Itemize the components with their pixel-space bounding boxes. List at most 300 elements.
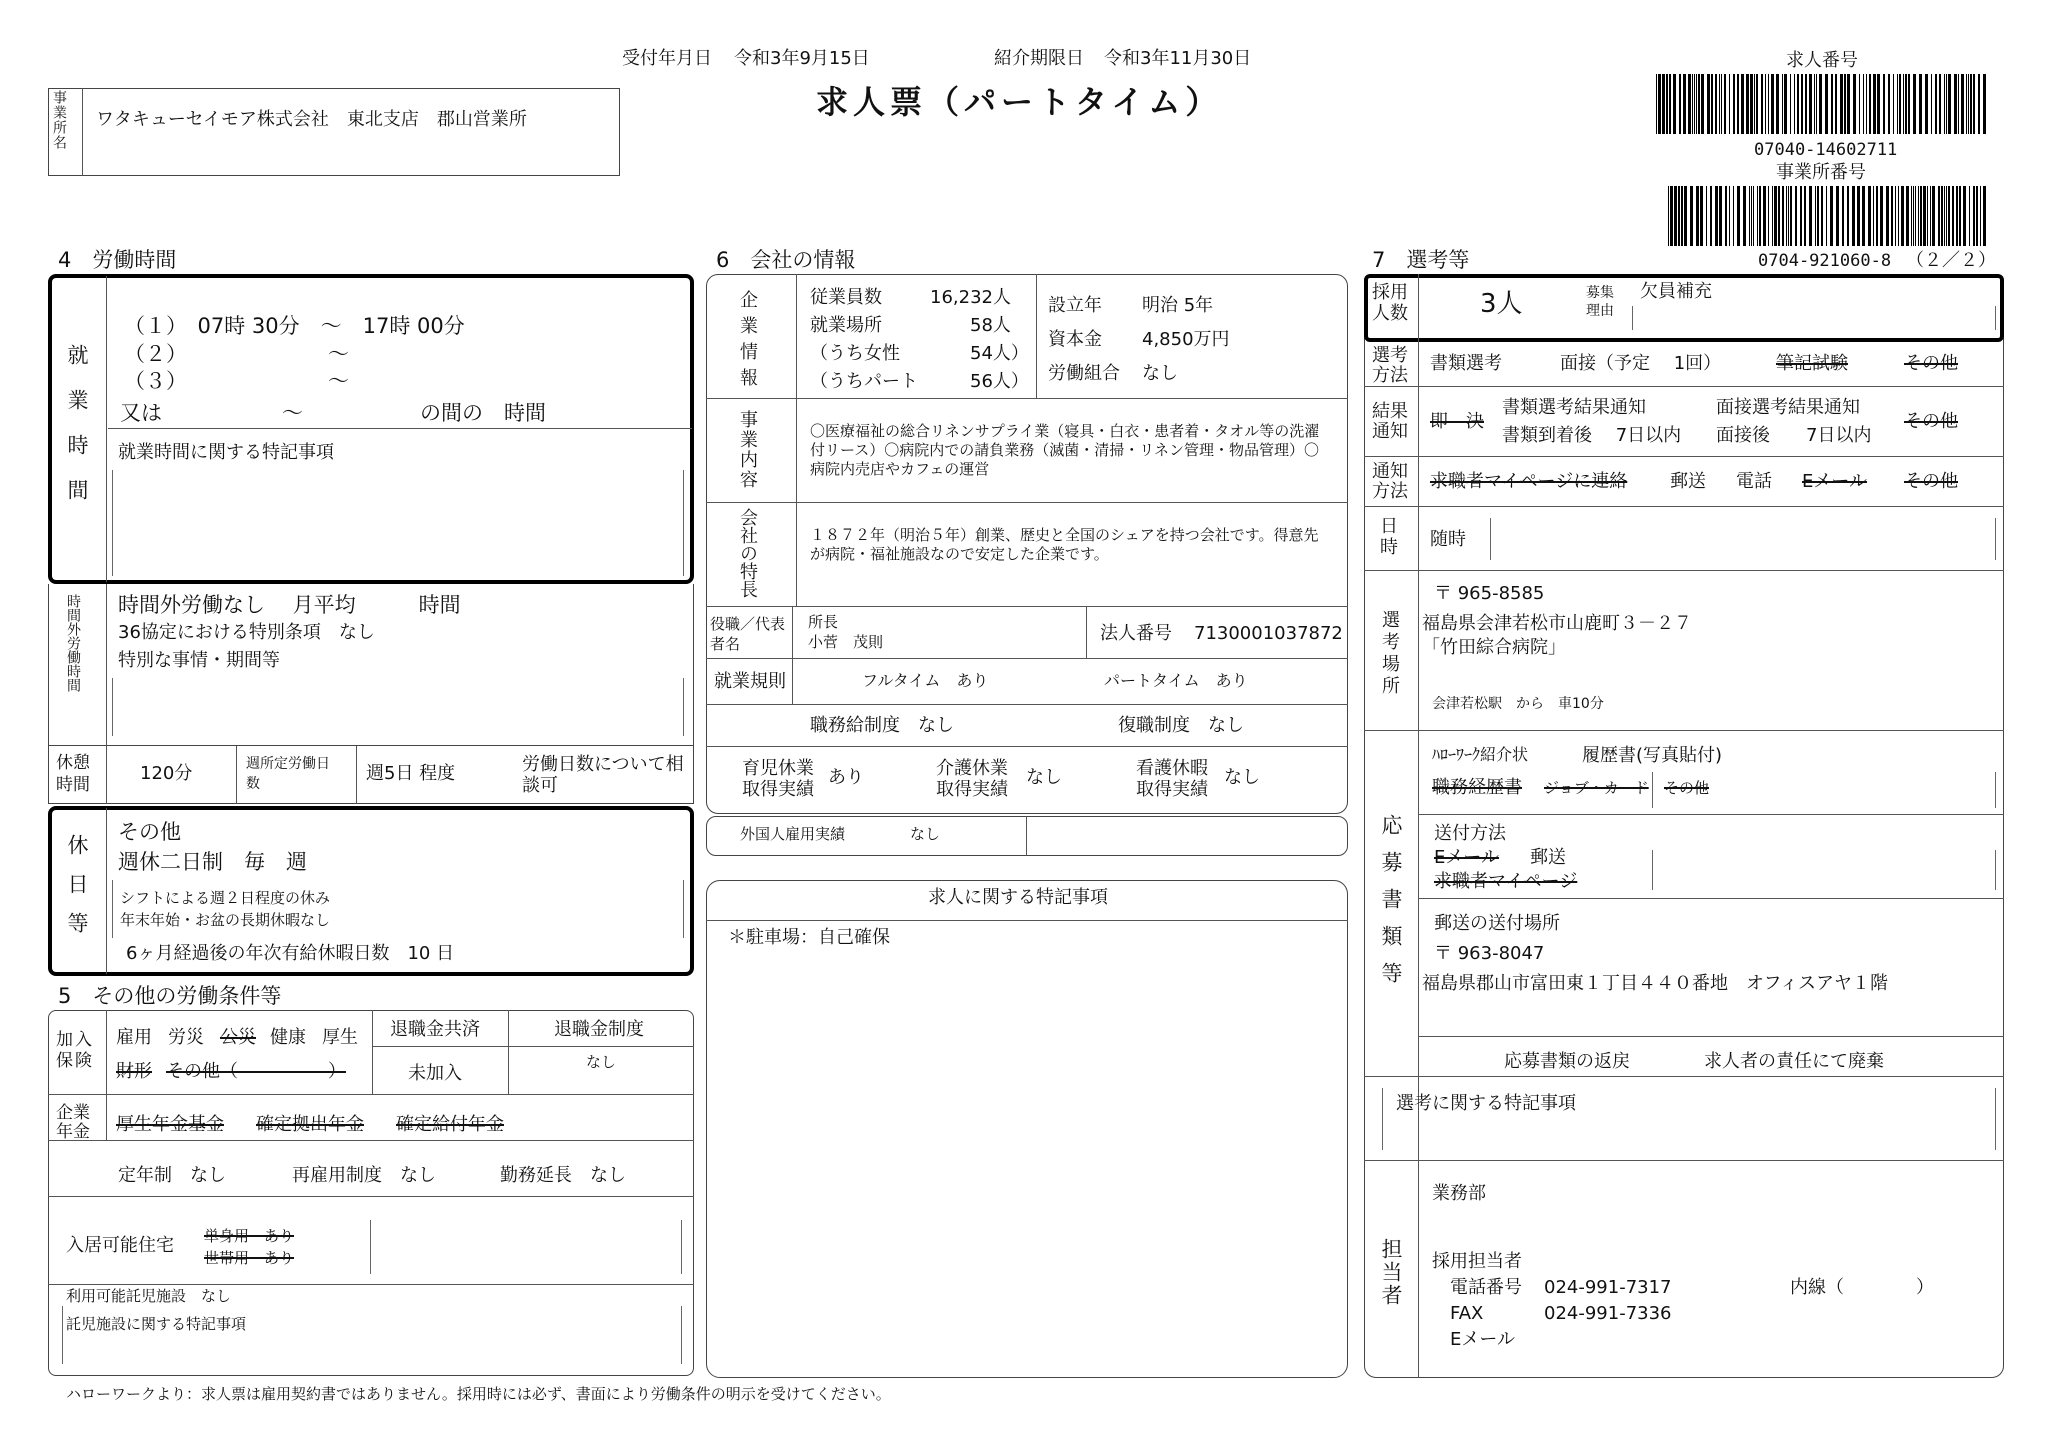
barcode-bar xyxy=(1819,74,1822,134)
employees-label: 従業員数 xyxy=(810,287,882,308)
barcode-bar xyxy=(1868,186,1871,246)
barcode-bar xyxy=(1800,186,1802,246)
barcode-bar xyxy=(1814,74,1815,134)
office-no-label: 事業所番号 xyxy=(1776,162,1866,183)
barcode-bar xyxy=(1666,74,1668,134)
ins-koyo: 雇用 xyxy=(116,1027,152,1048)
barcode-bar xyxy=(1715,74,1717,134)
employees: 16,232人 xyxy=(930,287,1011,308)
barcode-bar xyxy=(1959,186,1961,246)
childcare-notes-field xyxy=(62,1306,682,1364)
overtime-line: 時間外労働なし 月平均 時間 xyxy=(118,593,461,617)
barcode-bar xyxy=(1710,186,1712,246)
barcode-bar xyxy=(1973,74,1975,134)
barcode-bar xyxy=(1869,74,1871,134)
notify-phone: 電話 xyxy=(1736,471,1772,492)
shift-2-tilde: ～ xyxy=(328,342,349,366)
barcode-bar xyxy=(1941,186,1943,246)
barcode-bar xyxy=(1857,186,1860,246)
childcare: 利用可能託児施設 なし xyxy=(66,1287,232,1305)
barcode-bar xyxy=(1797,74,1799,134)
taishoku-kyosai-label: 退職金共済 xyxy=(390,1019,480,1040)
union-label: 労働組合 xyxy=(1048,363,1120,384)
ins-kosei: 厚生 xyxy=(322,1027,358,1048)
barcode-bar xyxy=(1956,186,1958,246)
barcode-bar xyxy=(1844,74,1846,134)
ikuji: あり xyxy=(828,767,864,788)
taishoku-seido-label: 退職金制度 xyxy=(554,1019,644,1040)
weekly-days-label: 週所定労働日数 xyxy=(246,756,330,792)
contact-email-label: Eメール xyxy=(1450,1329,1516,1350)
office-name: ワタキューセイモア株式会社 東北支店 郡山営業所 xyxy=(96,109,527,130)
barcode-bar xyxy=(1678,186,1680,246)
barcode-bar xyxy=(1759,186,1761,246)
barcode-bar xyxy=(1754,74,1755,134)
barcode-bar xyxy=(1763,186,1766,246)
send-email: Eメール xyxy=(1434,847,1500,868)
barcode-bar xyxy=(1700,186,1703,246)
barcode-bar xyxy=(1930,186,1931,246)
docs-field xyxy=(1652,772,1996,808)
barcode-bar xyxy=(1899,74,1901,134)
place-station: 会津若松駅 から 車10分 xyxy=(1432,696,1604,712)
barcode-bar xyxy=(1866,74,1867,134)
foreign: なし xyxy=(910,825,941,843)
date-field xyxy=(1490,518,1996,560)
barcode-bar xyxy=(1778,186,1780,246)
capital: 4,850万円 xyxy=(1142,329,1230,350)
barcode-bar xyxy=(1817,186,1819,246)
childcare-notes-label: 託児施設に関する特記事項 xyxy=(66,1315,247,1333)
barcode-bar xyxy=(1821,186,1823,246)
special-notes-box xyxy=(706,880,1348,1378)
send-mypage: 求職者マイページ xyxy=(1434,871,1578,892)
notify-email: Eメール xyxy=(1802,471,1868,492)
deadline-label: 紹介期限日 xyxy=(994,48,1084,69)
barcode-bar xyxy=(1768,186,1769,246)
barcode-bar xyxy=(1765,74,1766,134)
barcode-bar xyxy=(1756,74,1758,134)
nenkin-label: 企業年金 xyxy=(56,1103,90,1142)
barcode-bar xyxy=(1684,186,1687,246)
barcode-bar xyxy=(1790,186,1792,246)
barcode-bar xyxy=(1719,186,1722,246)
barcode-bar xyxy=(1690,186,1693,246)
rules-part: パートタイム あり xyxy=(1104,671,1248,690)
taishoku-seido-value: なし xyxy=(586,1053,617,1071)
corp-no: 7130001037872 xyxy=(1194,623,1343,644)
nenkin-1: 厚生年金基金 xyxy=(116,1114,224,1135)
insurance-label: 加入保険 xyxy=(56,1030,94,1071)
office-number: 0704-921060-8 xyxy=(1758,251,1892,271)
saikoyo: 再雇用制度 なし xyxy=(292,1165,436,1186)
barcode-bar xyxy=(1901,186,1904,246)
rules-label: 就業規則 xyxy=(714,671,786,692)
barcode-bar xyxy=(1670,186,1673,246)
barcode-bar xyxy=(1918,186,1919,246)
barcode-bar xyxy=(1656,74,1657,134)
holiday-type: その他 xyxy=(118,820,181,844)
footer-note: ハローワークより：求人票は雇用契約書ではありません。採用時には必ず、書面により労働条件の明示を受けてください。 xyxy=(66,1385,891,1403)
barcode-bar xyxy=(1968,74,1969,134)
barcode-bar xyxy=(1733,186,1734,246)
part-count: 56人） xyxy=(970,371,1029,392)
notify-other: その他 xyxy=(1904,471,1958,492)
barcode-bar xyxy=(1847,74,1850,134)
barcode-bar xyxy=(1741,74,1744,134)
page-title: 求人票（パートタイム） xyxy=(816,83,1223,121)
barcode-bar xyxy=(1786,186,1787,246)
feature-label: 会社の特長 xyxy=(737,508,758,598)
barcode-bar xyxy=(1815,186,1816,246)
housing-notes-field xyxy=(370,1220,682,1274)
barcode-bar xyxy=(1701,74,1704,134)
barcode-bar xyxy=(1788,186,1789,246)
barcode-bar xyxy=(1790,74,1791,134)
barcode-bar xyxy=(1805,74,1807,134)
contact-dept: 業務部 xyxy=(1432,1183,1486,1204)
docs-label: 応募書類等 xyxy=(1379,814,1403,999)
barcode-bar xyxy=(1915,186,1916,246)
barcode-bar xyxy=(1853,74,1856,134)
hire-label: 採用人数 xyxy=(1372,282,1408,324)
barcode-bar xyxy=(1905,74,1907,134)
overtime-special-field xyxy=(112,678,684,736)
holiday-note-2: 年末年始・お盆の長期休暇なし xyxy=(120,911,331,929)
place-label: 選考場所 xyxy=(1379,610,1400,698)
notify-label: 通知方法 xyxy=(1372,461,1408,502)
barcode-bar xyxy=(1683,74,1686,134)
contact-person: 採用担当者 xyxy=(1432,1251,1522,1272)
overtime-36: 36協定における特別条項 なし xyxy=(118,622,375,643)
barcode-bar xyxy=(1721,74,1722,134)
method-document: 書類選考 xyxy=(1430,353,1502,374)
selection-notes-field xyxy=(1382,1088,1996,1150)
barcode-bar xyxy=(1725,186,1727,246)
housing-family: 世帯用 あり xyxy=(204,1249,295,1267)
barcode-bar xyxy=(1724,74,1726,134)
barcode-bar xyxy=(1863,74,1864,134)
barcode-bar xyxy=(1920,186,1922,246)
barcode-bar xyxy=(1782,74,1783,134)
result-doc-a: 書類選考結果通知 xyxy=(1502,397,1646,418)
reception-date: 令和3年9月15日 xyxy=(734,48,870,69)
job-no-label: 求人番号 xyxy=(1786,50,1858,71)
barcode-bar xyxy=(1847,186,1849,246)
barcode-bar xyxy=(1927,186,1928,246)
nenkin-3: 確定給付年金 xyxy=(396,1114,504,1135)
office-label: 事業所名 xyxy=(51,90,67,150)
mail-label: 郵送の送付場所 xyxy=(1434,913,1560,934)
barcode-bar xyxy=(1898,186,1899,246)
reason-field xyxy=(1632,306,1996,330)
docs-card: ジョブ・カード xyxy=(1544,779,1649,797)
ins-kenko: 健康 xyxy=(270,1027,306,1048)
women-count: 54人） xyxy=(970,343,1029,364)
barcode-bar xyxy=(1852,186,1855,246)
barcode-bar xyxy=(1750,74,1753,134)
barcode-bar xyxy=(1749,186,1750,246)
barcode-bar xyxy=(1911,186,1912,246)
barcode-bar xyxy=(1840,74,1843,134)
capital-label: 資本金 xyxy=(1048,329,1102,350)
barcode-bar xyxy=(1696,74,1697,134)
rules-full: フルタイム あり xyxy=(862,671,989,690)
feature-text: １８７２年（明治５年）創業、歴史と全国のシェアを持つ会社です。得意先が病院・福祉施設なので安定した企業です。 xyxy=(810,526,1319,563)
send-label: 送付方法 xyxy=(1434,823,1506,844)
barcode-bar xyxy=(1737,186,1740,246)
reason: 欠員補充 xyxy=(1640,281,1712,302)
paid-leave: 6ヶ月経過後の年次有給休暇日数 10 日 xyxy=(126,943,455,964)
barcode-bar xyxy=(1751,186,1752,246)
founded: 明治 5年 xyxy=(1142,295,1214,316)
ins-other: その他（ ） xyxy=(166,1061,346,1082)
barcode-bar xyxy=(1794,74,1795,134)
hire-count: 3人 xyxy=(1480,289,1523,319)
ins-rosai: 労災 xyxy=(168,1027,204,1048)
barcode-bar xyxy=(1782,186,1784,246)
place-zip: 〒 965-8585 xyxy=(1434,583,1545,604)
barcode-bar xyxy=(1669,74,1671,134)
barcode-bar xyxy=(1774,186,1777,246)
union: なし xyxy=(1142,363,1178,384)
result-label: 結果通知 xyxy=(1372,401,1408,442)
barcode-bar xyxy=(1681,186,1683,246)
ins-zaikei: 財形 xyxy=(116,1061,152,1082)
holiday-note-1: シフトによる週２日程度の休み xyxy=(120,889,331,907)
barcode-bar xyxy=(1969,186,1970,246)
section7-title: 7 選考等 xyxy=(1372,248,1470,272)
kango-label: 看護休暇取得実績 xyxy=(1136,758,1208,800)
barcode-bar xyxy=(1809,186,1812,246)
place-address: 福島県会津若松市山鹿町３－２７ xyxy=(1422,613,1692,634)
barcode-bar xyxy=(1891,186,1893,246)
barcode-bar xyxy=(1897,74,1898,134)
barcode-bar xyxy=(1913,74,1916,134)
barcode-bar xyxy=(1692,74,1693,134)
barcode-bar xyxy=(1888,74,1890,134)
method-label: 選考方法 xyxy=(1372,345,1408,386)
barcode-bar xyxy=(1830,186,1833,246)
barcode-bar xyxy=(1944,186,1945,246)
work-hours-notes-label: 就業時間に関する特記事項 xyxy=(118,442,334,463)
reception-label: 受付年月日 xyxy=(622,48,712,69)
mail-zip: 〒 963-8047 xyxy=(1434,943,1545,964)
barcode-bar xyxy=(1938,186,1940,246)
barcode-bar xyxy=(1795,186,1797,246)
barcode-bar xyxy=(1983,186,1986,246)
barcode-bar xyxy=(1719,74,1720,134)
reason-label: 募集理由 xyxy=(1586,285,1614,319)
mataha-between: の間の 時間 xyxy=(420,401,546,425)
barcode-bar xyxy=(1729,74,1730,134)
barcode-bar xyxy=(1880,186,1883,246)
shift-2-label: （２） xyxy=(124,342,187,366)
work-hours-notes-field xyxy=(112,470,684,576)
barcode-bar xyxy=(1746,74,1749,134)
date-label: 日時 xyxy=(1380,516,1398,558)
corp-no-label: 法人番号 xyxy=(1100,623,1172,644)
barcode-bar xyxy=(1772,186,1773,246)
barcode-bar xyxy=(1679,74,1681,134)
kaigo: なし xyxy=(1026,767,1062,788)
send-field xyxy=(1652,850,1996,890)
barcode-bar xyxy=(1877,74,1880,134)
barcode-bar xyxy=(1903,74,1904,134)
barcode-bar xyxy=(1919,74,1922,134)
barcode-bar xyxy=(1862,186,1865,246)
result-other: その他 xyxy=(1904,411,1958,432)
selection-notes-label: 選考に関する特記事項 xyxy=(1396,1093,1576,1114)
special-notes-title: 求人に関する特記事項 xyxy=(928,887,1108,908)
method-other: その他 xyxy=(1904,353,1958,374)
barcode-bar xyxy=(1835,74,1837,134)
barcode-bar xyxy=(1737,74,1739,134)
barcode-bar xyxy=(1939,74,1941,134)
barcode-bar xyxy=(1970,74,1972,134)
section6-title: 6 会社の情報 xyxy=(716,248,856,272)
barcode-bar xyxy=(1873,186,1874,246)
barcode-bar xyxy=(1961,74,1964,134)
barcode-bar xyxy=(1883,74,1885,134)
docs-other: その他 xyxy=(1664,779,1710,797)
business-text: 〇医療福祉の総合リネンサプライ業（寝具・白衣・患者着・タオル等の洗濯付リース）〇病院内での請負業務（滅菌・清掃・リネン管理・物品管理）〇病院内売店やカフェの運営 xyxy=(810,422,1320,478)
barcode-bar xyxy=(1658,74,1661,134)
barcode-bar xyxy=(1954,74,1957,134)
barcode-bar xyxy=(1753,186,1754,246)
barcode-bar xyxy=(1831,74,1833,134)
contact-extension: 内線（ ） xyxy=(1790,1277,1934,1298)
shift-1: （１） 07時 30分 ～ 17時 00分 xyxy=(124,314,465,338)
docs-resume: 履歴書(写真貼付) xyxy=(1582,745,1723,766)
barcode-bar xyxy=(1776,74,1779,134)
barcode-bar xyxy=(1842,186,1844,246)
barcode-bar xyxy=(1893,74,1894,134)
barcode-bar xyxy=(1973,186,1975,246)
shokumu: 職務給制度 なし xyxy=(810,715,954,736)
kinmu-encho: 勤務延長 なし xyxy=(500,1165,626,1186)
barcode-bar xyxy=(1931,74,1932,134)
result-int-a: 面接選考結果通知 xyxy=(1716,397,1860,418)
barcode-bar xyxy=(1743,186,1746,246)
page-indicator: （２／２） xyxy=(1906,250,1996,271)
barcode-bar xyxy=(1963,186,1966,246)
foreign-label: 外国人雇用実績 xyxy=(740,825,846,843)
rep-name: 小菅 茂則 xyxy=(808,633,884,651)
barcode-bar xyxy=(1908,74,1910,134)
founded-label: 設立年 xyxy=(1048,295,1102,316)
barcode-bar xyxy=(1873,74,1876,134)
contact-fax: 024-991-7336 xyxy=(1544,1303,1672,1324)
barcode-bar xyxy=(1976,186,1978,246)
barcode-bar xyxy=(1913,186,1914,246)
method-interview: 面接（予定 1回） xyxy=(1560,353,1722,374)
barcode-bar xyxy=(1715,186,1718,246)
ikuji-label: 育児休業取得実績 xyxy=(742,758,814,800)
notify-post: 郵送 xyxy=(1670,471,1706,492)
housing-label: 入居可能住宅 xyxy=(66,1235,174,1256)
overtime-label: 時間外労働時間 xyxy=(65,594,81,692)
barcode-bar xyxy=(1948,74,1951,134)
method-written: 筆記試験 xyxy=(1776,353,1848,374)
barcode-bar xyxy=(1761,74,1763,134)
place-name: 「竹田綜合病院」 xyxy=(1422,637,1566,658)
barcode-bar xyxy=(1729,186,1730,246)
barcode-bar xyxy=(1886,186,1889,246)
result-int-b: 面接後 7日以内 xyxy=(1716,425,1872,446)
taishoku-kyosai-value: 未加入 xyxy=(408,1063,462,1084)
office-name-box xyxy=(48,88,620,176)
barcode-bar xyxy=(1935,74,1937,134)
return-value: 求人者の責任にて廃棄 xyxy=(1704,1051,1884,1072)
barcode-bar xyxy=(1923,186,1926,246)
barcode-bar xyxy=(1809,74,1812,134)
teinen: 定年制 なし xyxy=(118,1165,226,1186)
site-count: 58人 xyxy=(970,315,1011,336)
women-label: （うち女性 xyxy=(810,343,900,364)
site-label: 就業場所 xyxy=(810,315,882,336)
job-number: 07040-14602711 xyxy=(1754,140,1898,160)
overtime-special: 特別な事情・期間等 xyxy=(118,650,280,671)
barcode-bar xyxy=(1825,74,1828,134)
housing-single: 単身用 あり xyxy=(204,1227,295,1245)
contact-label: 担当者 xyxy=(1379,1238,1403,1307)
fukushoku: 復職制度 なし xyxy=(1118,715,1244,736)
contact-fax-label: FAX xyxy=(1450,1303,1484,1324)
mataha-tilde: ～ xyxy=(282,401,303,425)
barcode-bar xyxy=(1859,74,1860,134)
barcode-bar xyxy=(1674,186,1677,246)
section4-title: 4 労働時間 xyxy=(58,248,177,272)
barcode-bar xyxy=(1958,74,1959,134)
docs-shokumu: 職務経歴書 xyxy=(1432,777,1522,798)
barcode-bar xyxy=(1978,74,1980,134)
section5-title: 5 その他の労働条件等 xyxy=(58,984,282,1008)
barcode-bar xyxy=(1757,186,1758,246)
barcode-bar xyxy=(1895,186,1896,246)
contact-tel-label: 電話番号 xyxy=(1450,1277,1522,1298)
barcode-bar xyxy=(1662,74,1665,134)
barcode-bar xyxy=(1952,186,1954,246)
barcode-bar xyxy=(1946,74,1947,134)
barcode-bar xyxy=(1698,74,1700,134)
barcode-bar xyxy=(1925,74,1928,134)
result-doc-b: 書類到着後 7日以内 xyxy=(1502,425,1682,446)
work-hours-label: 就業時間 xyxy=(65,344,89,524)
rep-label: 役職／代表者名 xyxy=(710,615,786,653)
notify-mypage: 求職者マイページに連絡 xyxy=(1430,471,1628,492)
barcode-bar xyxy=(1966,74,1967,134)
barcode-bar xyxy=(1980,186,1981,246)
barcode-bar xyxy=(1876,186,1878,246)
return-label: 応募書類の返戻 xyxy=(1504,1051,1630,1072)
shift-3-tilde: ～ xyxy=(328,369,349,393)
barcode-bar xyxy=(1784,74,1787,134)
part-label: （うちパート xyxy=(810,371,918,392)
holiday-weekly: 週休二日制 毎 週 xyxy=(118,850,307,874)
break-label: 休憩時間 xyxy=(56,753,90,795)
barcode-bar xyxy=(1707,74,1710,134)
barcode-bar xyxy=(1932,186,1935,246)
barcode-bar xyxy=(1826,186,1827,246)
mataha-label: 又は xyxy=(120,401,162,425)
barcode-bar xyxy=(1906,186,1909,246)
deadline-date: 令和3年11月30日 xyxy=(1104,48,1252,69)
barcode-bar xyxy=(1696,186,1699,246)
barcode-bar xyxy=(1768,74,1769,134)
result-immediate: 即 決 xyxy=(1430,411,1484,432)
special-notes-text: ＊駐車場：自己確保 xyxy=(728,927,890,948)
